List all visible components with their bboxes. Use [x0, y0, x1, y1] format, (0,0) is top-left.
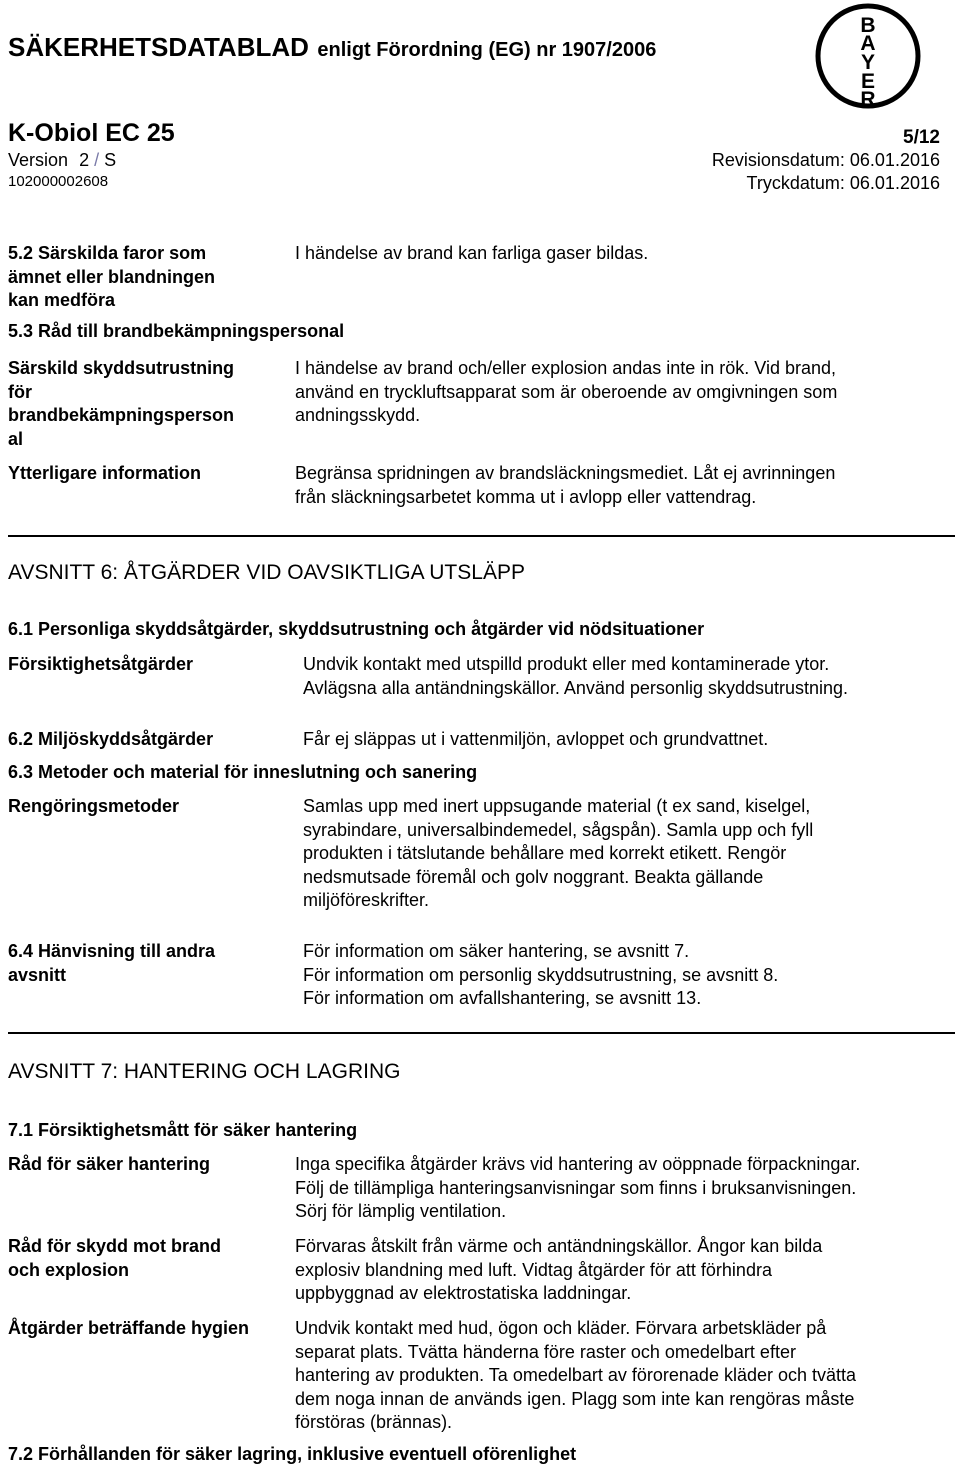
additional-info-text: Begränsa spridningen av brandsläckningsmediet. Låt ej avrinningen från släckningsarbetet komma ut i avlopp eller vattendrag. [295, 463, 836, 507]
s62-text: Får ej släppas ut i vattenmiljön, avloppet och grundvattnet. [303, 729, 769, 749]
version-code: S [104, 150, 117, 170]
svg-text:B: B [860, 14, 876, 37]
safe-handling-label: Råd för säker hantering [8, 1154, 211, 1174]
fire-protection-label: Råd för skydd mot brand och explosion [8, 1236, 222, 1280]
s71-heading: 7.1 Försiktighetsmått för säker hantering [8, 1120, 358, 1140]
version-separator: / [94, 150, 100, 170]
title-sub: enligt Förordning (EG) nr 1907/2006 [317, 39, 657, 61]
document-title [8, 32, 656, 67]
svg-text:A: A [860, 32, 876, 55]
version-label: Version [8, 150, 69, 170]
equipment-label: Särskild skyddsutrustning för brandbekämpningsperson al [8, 358, 235, 449]
version-number: 2 [79, 150, 90, 170]
hygiene-label: Åtgärder beträffande hygien [8, 1318, 250, 1338]
section7-heading: AVSNITT 7: HANTERING OCH LAGRING [8, 1060, 401, 1083]
print-date: Tryckdatum: 06.01.2016 [746, 173, 940, 193]
precautions-text: Undvik kontakt med utspilld produkt eller med kontaminerade ytor. Avlägsna alla antändningskällor. Använd personlig skyddsutrustning. [303, 654, 849, 698]
hygiene-text: Undvik kontakt med hud, ögon och kläder. Förvara arbetskläder på separat plats. Tvätta händerna före raster och omedelbart efter hantering av produkten. Ta omedelbart av förorenade kläder och tvätta dem noga innan de används igen. Plagg som inte kan rengöras måste förstöras (brännas). [295, 1318, 857, 1432]
bayer-cross-logo-icon [814, 2, 922, 110]
bayer-logo [814, 2, 922, 110]
precautions-label: Försiktighetsåtgärder [8, 654, 194, 674]
product-name: K-Obiol EC 25 [8, 119, 175, 147]
version-line [8, 149, 116, 171]
equipment-text: I händelse av brand och/eller explosion andas inte in rök. Vid brand, använd en tryckluftsapparat som är oberoende av omgivningen som andningsskydd. [295, 358, 838, 425]
s64-text: För information om säker hantering, se avsnitt 7. För information om personlig skyddsutrustning, se avsnitt 8. För information om avfallshantering, se avsnitt 13. [303, 941, 779, 1008]
section-divider [8, 1032, 955, 1034]
fire-protection-text: Förvaras åtskilt från värme och antändningskällor. Ångor kan bilda explosiv blandning med luft. Vidtag åtgärder för att förhindra uppbyggnad av elektrostatiska laddningar. [295, 1236, 823, 1303]
title-main: SÄKERHETSDATABLAD [8, 32, 309, 62]
page-number: 5/12 [903, 127, 940, 148]
s52-label: 5.2 Särskilda faror som ämnet eller blandningen kan medföra [8, 243, 216, 310]
s63-heading: 6.3 Metoder och material för inneslutning och sanering [8, 762, 478, 782]
document-number: 102000002608 [8, 173, 109, 190]
s72-heading: 7.2 Förhållanden för säker lagring, inklusive eventuell oförenlighet [8, 1444, 577, 1464]
additional-info-label: Ytterligare information [8, 463, 202, 483]
section6-heading: AVSNITT 6: ÅTGÄRDER VID OAVSIKTLIGA UTSLÄPP [8, 561, 525, 584]
s52-text: I händelse av brand kan farliga gaser bildas. [295, 243, 649, 263]
safe-handling-text: Inga specifika åtgärder krävs vid hantering av oöppnade förpackningar. Följ de tillämpliga hanteringsanvisningar som finns i bruksanvisningen. Sörj för lämplig ventilation. [295, 1154, 861, 1221]
cleaning-text: Samlas upp med inert uppsugande material (t ex sand, kiselgel, syrabindare, universalbindemedel, sågspån). Samla upp och fyll produkten i tätslutande behållare med korrekt etikett. Rengör nedsmutsade föremål och golv noggrant. Beakta gällande miljöföreskrifter. [303, 796, 814, 910]
s62-label: 6.2 Miljöskyddsåtgärder [8, 729, 214, 749]
svg-text:R: R [860, 88, 876, 110]
revision-date: Revisionsdatum: 06.01.2016 [711, 150, 940, 170]
svg-text:Y: Y [860, 51, 876, 74]
section-divider [8, 535, 955, 537]
s61-heading: 6.1 Personliga skyddsåtgärder, skyddsutrustning och åtgärder vid nödsituationer [8, 619, 705, 639]
s64-label: 6.4 Hänvisning till andra avsnitt [8, 941, 216, 985]
cleaning-label: Rengöringsmetoder [8, 796, 180, 816]
svg-text:E: E [860, 70, 876, 93]
s53-heading: 5.3 Råd till brandbekämpningspersonal [8, 321, 345, 341]
